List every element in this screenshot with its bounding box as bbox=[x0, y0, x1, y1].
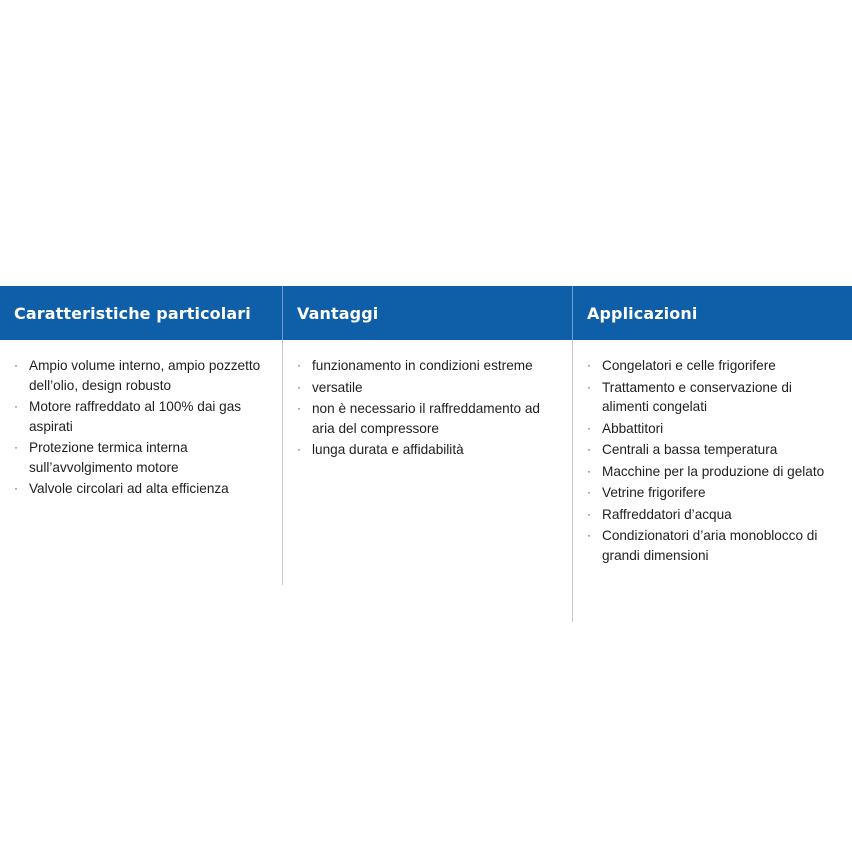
bullet-icon: · bbox=[587, 528, 591, 542]
list-item bbox=[14, 438, 272, 477]
list-item bbox=[587, 440, 842, 460]
bullet-icon: · bbox=[297, 442, 301, 456]
list-item bbox=[587, 462, 842, 482]
list-item-text: Trattamento e conservazione di alimenti congelati bbox=[602, 379, 792, 414]
list-item-text: versatile bbox=[312, 379, 363, 395]
list-item-text: Valvole circolari ad alta efficienza bbox=[29, 481, 229, 496]
column-applicazioni bbox=[572, 340, 852, 622]
bullet-icon: · bbox=[14, 399, 18, 413]
list-item-text: Macchine per la produzione di gelato bbox=[602, 463, 825, 479]
bullet-icon: · bbox=[587, 463, 591, 478]
applicazioni-list bbox=[587, 356, 842, 565]
feature-table bbox=[0, 286, 852, 622]
list-item-text: Protezione termica interna sull’avvolgimento motore bbox=[29, 440, 188, 475]
bullet-icon: · bbox=[14, 440, 18, 454]
list-item bbox=[297, 356, 562, 376]
list-item-text: Condizionatori d’aria monoblocco di grandi dimensioni bbox=[602, 528, 818, 563]
list-item bbox=[297, 378, 562, 398]
list-item bbox=[587, 419, 842, 439]
caratteristiche-list bbox=[14, 356, 272, 499]
list-item bbox=[14, 397, 272, 436]
list-item-text: Vetrine frigorifere bbox=[602, 485, 706, 500]
list-item bbox=[14, 479, 272, 499]
column-vantaggi bbox=[282, 340, 572, 585]
list-item bbox=[587, 505, 842, 525]
list-item bbox=[14, 356, 272, 395]
bullet-icon: · bbox=[297, 401, 301, 415]
list-item bbox=[587, 356, 842, 376]
list-item-text: Centrali a bassa temperatura bbox=[602, 442, 778, 457]
bullet-icon: · bbox=[297, 379, 301, 394]
bullet-icon: · bbox=[587, 485, 591, 499]
list-item bbox=[297, 440, 562, 460]
bullet-icon: · bbox=[587, 420, 591, 435]
column-caratteristiche bbox=[0, 340, 282, 585]
list-item-text: Motore raffreddato al 100% dai gas aspirati bbox=[29, 399, 242, 434]
table-body-row bbox=[0, 340, 852, 622]
column-header-applicazioni: Applicazioni bbox=[572, 286, 852, 340]
list-item-text: non è necessario il raffreddamento ad aria del compressore bbox=[312, 401, 540, 436]
bullet-icon: · bbox=[14, 358, 18, 372]
bullet-icon: · bbox=[587, 379, 591, 394]
table-header-row bbox=[0, 286, 852, 340]
list-item bbox=[587, 378, 842, 417]
list-item-text: Raffreddatori d’acqua bbox=[602, 506, 732, 522]
bullet-icon: · bbox=[587, 442, 591, 456]
list-item bbox=[297, 399, 562, 438]
vantaggi-list bbox=[297, 356, 562, 460]
list-item-text: funzionamento in condizioni estreme bbox=[312, 358, 533, 373]
list-item bbox=[587, 483, 842, 503]
list-item bbox=[587, 526, 842, 565]
bullet-icon: · bbox=[587, 506, 591, 521]
list-item-text: lunga durata e affidabilità bbox=[312, 442, 464, 457]
column-header-caratteristiche: Caratteristiche particolari bbox=[14, 303, 251, 323]
bullet-icon: · bbox=[297, 358, 301, 372]
column-header-vantaggi: Vantaggi bbox=[282, 286, 572, 340]
list-item-text: Congelatori e celle frigorifere bbox=[602, 358, 776, 373]
bullet-icon: · bbox=[14, 481, 18, 495]
bullet-icon: · bbox=[587, 358, 591, 372]
list-item-text: Ampio volume interno, ampio pozzetto dell’olio, design robusto bbox=[29, 358, 261, 393]
list-item-text: Abbattitori bbox=[602, 420, 664, 436]
